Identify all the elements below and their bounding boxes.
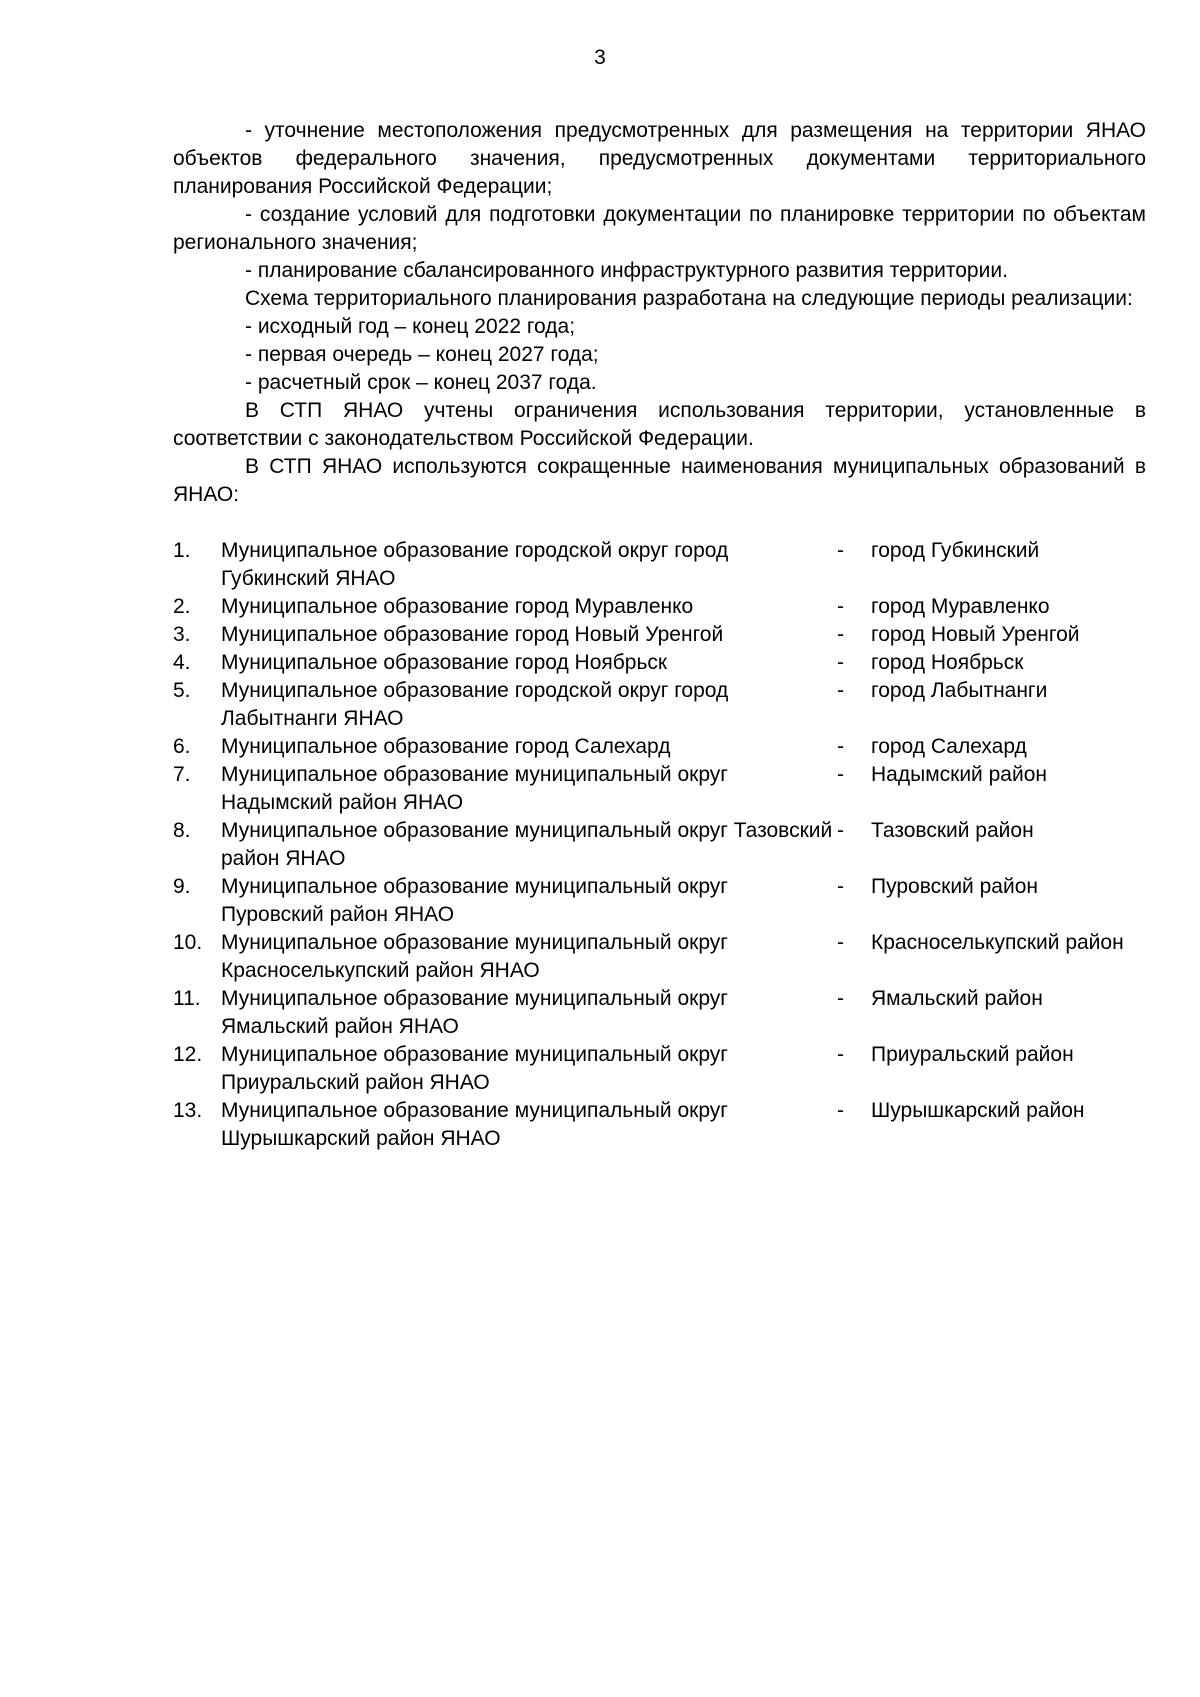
item-number: 8. (173, 819, 191, 842)
paragraph: - уточнение местоположения предусмотренных для размещения на территории ЯНАО объектов федерального значения, предусмотренных документами территориального планирования Российской Федерации; (173, 119, 1146, 198)
item-dash: - (837, 623, 844, 646)
item-short-name: Тазовский район (871, 819, 1034, 842)
item-dash: - (837, 763, 844, 786)
item-full-name: Муниципальное образование город Новый Уренгой (221, 623, 724, 646)
paragraph: - исходный год – конец 2022 года; (245, 315, 576, 338)
list-item (173, 985, 1146, 1041)
item-dash: - (837, 1099, 844, 1122)
list-item (173, 929, 1146, 985)
item-number: 2. (173, 595, 191, 618)
list-item (173, 593, 1146, 621)
item-dash: - (837, 679, 844, 702)
item-dash: - (837, 819, 844, 842)
list-item (173, 873, 1146, 929)
item-number: 13. (173, 1099, 203, 1122)
list-item (173, 677, 1146, 733)
item-number: 1. (173, 539, 191, 562)
item-dash: - (837, 1043, 844, 1066)
list-item (173, 1041, 1146, 1097)
item-number: 9. (173, 875, 191, 898)
item-number: 4. (173, 651, 191, 674)
item-short-name: Надымский район (871, 763, 1047, 786)
item-full-name: Муниципальное образование муниципальный округ Надымский район ЯНАО (221, 763, 728, 814)
item-dash: - (837, 651, 844, 674)
list-item (173, 1097, 1146, 1153)
item-short-name: Приуральский район (871, 1043, 1074, 1066)
list-item (173, 761, 1146, 817)
paragraph: - планирование сбалансированного инфраструктурного развития территории. (245, 259, 1008, 282)
paragraph: - первая очередь – конец 2027 года; (245, 343, 599, 366)
abbreviation-list (173, 537, 1146, 1153)
item-full-name: Муниципальное образование город Салехард (221, 735, 671, 758)
item-number: 3. (173, 623, 191, 646)
item-number: 10. (173, 931, 203, 954)
paragraph: Схема территориального планирования разработана на следующие периоды реализации: (245, 287, 1133, 310)
item-short-name: город Муравленко (871, 595, 1050, 618)
item-full-name: Муниципальное образование городской округ город Лабытнанги ЯНАО (221, 679, 729, 730)
paragraph: В СТП ЯНАО используются сокращенные наименования муниципальных образований в ЯНАО: (173, 455, 1146, 506)
item-dash: - (837, 987, 844, 1010)
item-number: 5. (173, 679, 191, 702)
page-number: 3 (594, 46, 606, 69)
item-short-name: город Новый Уренгой (871, 623, 1080, 646)
item-full-name: Муниципальное образование городской округ город Губкинский ЯНАО (221, 539, 729, 590)
item-number: 12. (173, 1043, 203, 1066)
paragraph: - расчетный срок – конец 2037 года. (245, 371, 597, 394)
document-body (173, 117, 1146, 1153)
item-full-name: Муниципальное образование муниципальный округ Приуральский район ЯНАО (221, 1043, 728, 1094)
item-dash: - (837, 931, 844, 954)
item-full-name: Муниципальное образование муниципальный округ Тазовский район ЯНАО (221, 819, 833, 870)
item-short-name: город Губкинский (871, 539, 1040, 562)
item-full-name: Муниципальное образование муниципальный округ Красноселькупский район ЯНАО (221, 931, 728, 982)
item-full-name: Муниципальное образование муниципальный округ Пуровский район ЯНАО (221, 875, 728, 926)
list-item (173, 733, 1146, 761)
list-item (173, 621, 1146, 649)
paragraph: - создание условий для подготовки документации по планировке территории по объектам регионального значения; (173, 203, 1146, 254)
item-short-name: город Салехард (871, 735, 1027, 758)
item-short-name: Шурышкарский район (871, 1099, 1085, 1122)
item-short-name: Пуровский район (871, 875, 1038, 898)
list-item (173, 649, 1146, 677)
item-number: 7. (173, 763, 191, 786)
item-dash: - (837, 875, 844, 898)
list-item (173, 537, 1146, 593)
item-number: 11. (173, 987, 201, 1010)
item-short-name: Красноселькупский район (871, 931, 1124, 954)
item-dash: - (837, 735, 844, 758)
item-full-name: Муниципальное образование муниципальный округ Шурышкарский район ЯНАО (221, 1099, 728, 1150)
item-dash: - (837, 595, 844, 618)
list-item (173, 817, 1146, 873)
item-number: 6. (173, 735, 191, 758)
item-full-name: Муниципальное образование муниципальный округ Ямальский район ЯНАО (221, 987, 728, 1038)
item-short-name: город Лабытнанги (871, 679, 1048, 702)
item-full-name: Муниципальное образование город Муравленко (221, 595, 694, 618)
item-short-name: город Ноябрьск (871, 651, 1024, 674)
paragraph: В СТП ЯНАО учтены ограничения использования территории, установленные в соответствии с законодательством Российской Федерации. (173, 399, 1146, 450)
item-short-name: Ямальский район (871, 987, 1043, 1010)
item-dash: - (837, 539, 844, 562)
item-full-name: Муниципальное образование город Ноябрьск (221, 651, 668, 674)
